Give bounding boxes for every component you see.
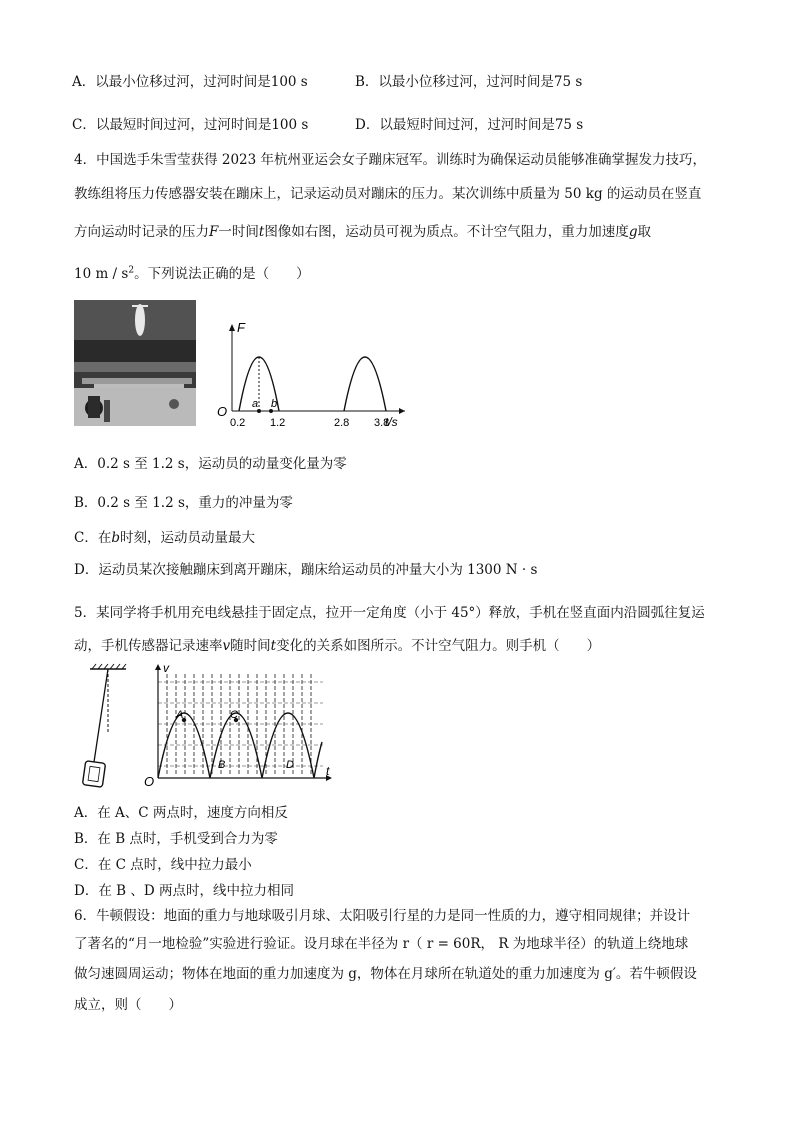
q6-line3: 做匀速圆周运动；物体在地面的重力加速度为 g，物体在月球所在轨道处的重力加速度为 g′。若牛顿假设 <box>74 966 697 982</box>
y-label: v <box>163 661 169 675</box>
option-4a: A．0.2 s 至 1.2 s，运动员的动量变化量为零 <box>74 456 347 472</box>
q5-var-t: t <box>270 638 277 654</box>
point-b-label: B <box>218 759 226 771</box>
x-axis-arrow <box>399 408 405 414</box>
option-5d: D．在 B 、D 两点时，线中拉力相同 <box>74 883 294 899</box>
q5-var-v: v <box>222 638 231 654</box>
option-3c: C．以最短时间过河，过河时间是100 s <box>72 117 309 133</box>
q4-text: 一时间 <box>218 224 259 240</box>
force-curve-2 <box>344 357 386 411</box>
point-a-label: a <box>252 398 259 410</box>
q4-var-f: F <box>209 224 219 240</box>
ceiling-hatch <box>92 664 126 669</box>
q4-line4 <box>74 262 310 282</box>
option-4c <box>74 526 255 546</box>
tick-label: 3.8 <box>374 417 390 428</box>
option-4b: B．0.2 s 至 1.2 s，重力的冲量为零 <box>74 495 293 511</box>
x-label: t/s <box>385 415 398 428</box>
q4-text: 取 <box>637 224 651 240</box>
q4-line2: 教练组将压力传感器安装在蹦床上，记录运动员对蹦床的压力。某次训练中质量为 50 kg 的运动员在竖直 <box>74 186 702 202</box>
q5-line1: 5．某同学将手机用充电线悬挂于固定点，拉开一定角度（小于 45°）释放，手机在竖直面内沿圆弧往复运 <box>74 605 705 621</box>
trampoline-photo <box>74 300 196 426</box>
force-time-graph <box>210 318 410 428</box>
tick-label: 0.2 <box>230 417 246 428</box>
q4-var-g: g <box>628 224 638 240</box>
option-text: 时刻，运动员动量最大 <box>120 530 255 546</box>
q4-var-t: t <box>258 224 265 240</box>
q4-text: 方向运动时记录的压力 <box>74 224 209 240</box>
q6-line4: 成立，则（ ） <box>74 997 182 1013</box>
origin-label: O <box>217 404 228 419</box>
y-label: F <box>237 320 245 335</box>
option-5a: A．在 A、C 两点时，速度方向相反 <box>74 805 288 821</box>
y-axis-arrow <box>155 664 161 670</box>
option-text: C．在 <box>74 530 112 546</box>
tick-label: 1.2 <box>270 417 286 428</box>
point-a-label: A <box>176 709 184 721</box>
x-label: t <box>326 764 330 778</box>
string <box>94 669 108 762</box>
q6-line1: 6．牛顿假设：地面的重力与地球吸引月球、太阳吸引行星的力是同一性质的力，遵守相同规律；并设计 <box>74 908 691 924</box>
velocity-time-graph <box>138 660 338 790</box>
tick-label: 2.8 <box>334 417 350 428</box>
option-4d: D．运动员某次接触蹦床到离开蹦床，蹦床给运动员的冲量大小为 1300 N · s <box>74 562 538 578</box>
option-var: b <box>111 530 120 546</box>
q4-text: 图像如右图，运动员可视为质点。不计空气阻力，重力加速度 <box>264 224 629 240</box>
q4-unit: 10 m / s <box>74 266 129 282</box>
option-3d: D．以最短时间过河，过河时间是75 s <box>355 117 584 133</box>
option-5c: C．在 C 点时，线中拉力最小 <box>74 857 252 873</box>
q4-line1: 4．中国选手朱雪莹获得 2023 年杭州亚运会女子蹦床冠军。训练时为确保运动员能够准确掌握发力技巧， <box>74 152 707 168</box>
q5-text: 变化的关系如图所示。不计空气阻力。则手机（ ） <box>276 638 601 654</box>
q5-line2 <box>74 634 600 654</box>
origin-label: O <box>144 774 155 789</box>
pendulum-figure <box>74 663 138 793</box>
phone-screen <box>88 766 100 781</box>
option-5b: B．在 B 点时，手机受到合力为零 <box>74 831 278 847</box>
point-c-label: C <box>230 709 238 721</box>
q6-line2: 了著名的“月一地检验”实验进行验证。设月球在半径为 r（ r = 60R， R 为地球半径）的轨道上绕地球 <box>74 936 689 952</box>
point-b-label: b <box>271 398 278 410</box>
option-3b: B．以最小位移过河，过河时间是75 s <box>355 74 583 90</box>
option-3a: A．以最小位移过河，过河时间是100 s <box>72 74 308 90</box>
q4-unit-sup: 2 <box>128 265 135 276</box>
point-d-label: D <box>286 759 294 771</box>
velocity-curve <box>158 713 322 778</box>
y-axis-arrow <box>229 324 235 331</box>
q4-line3 <box>74 220 651 240</box>
q4-text: 。下列说法正确的是（ ） <box>134 266 310 282</box>
q5-text: 动，手机传感器记录速率 <box>74 638 223 654</box>
q5-text: 随时间 <box>230 638 271 654</box>
